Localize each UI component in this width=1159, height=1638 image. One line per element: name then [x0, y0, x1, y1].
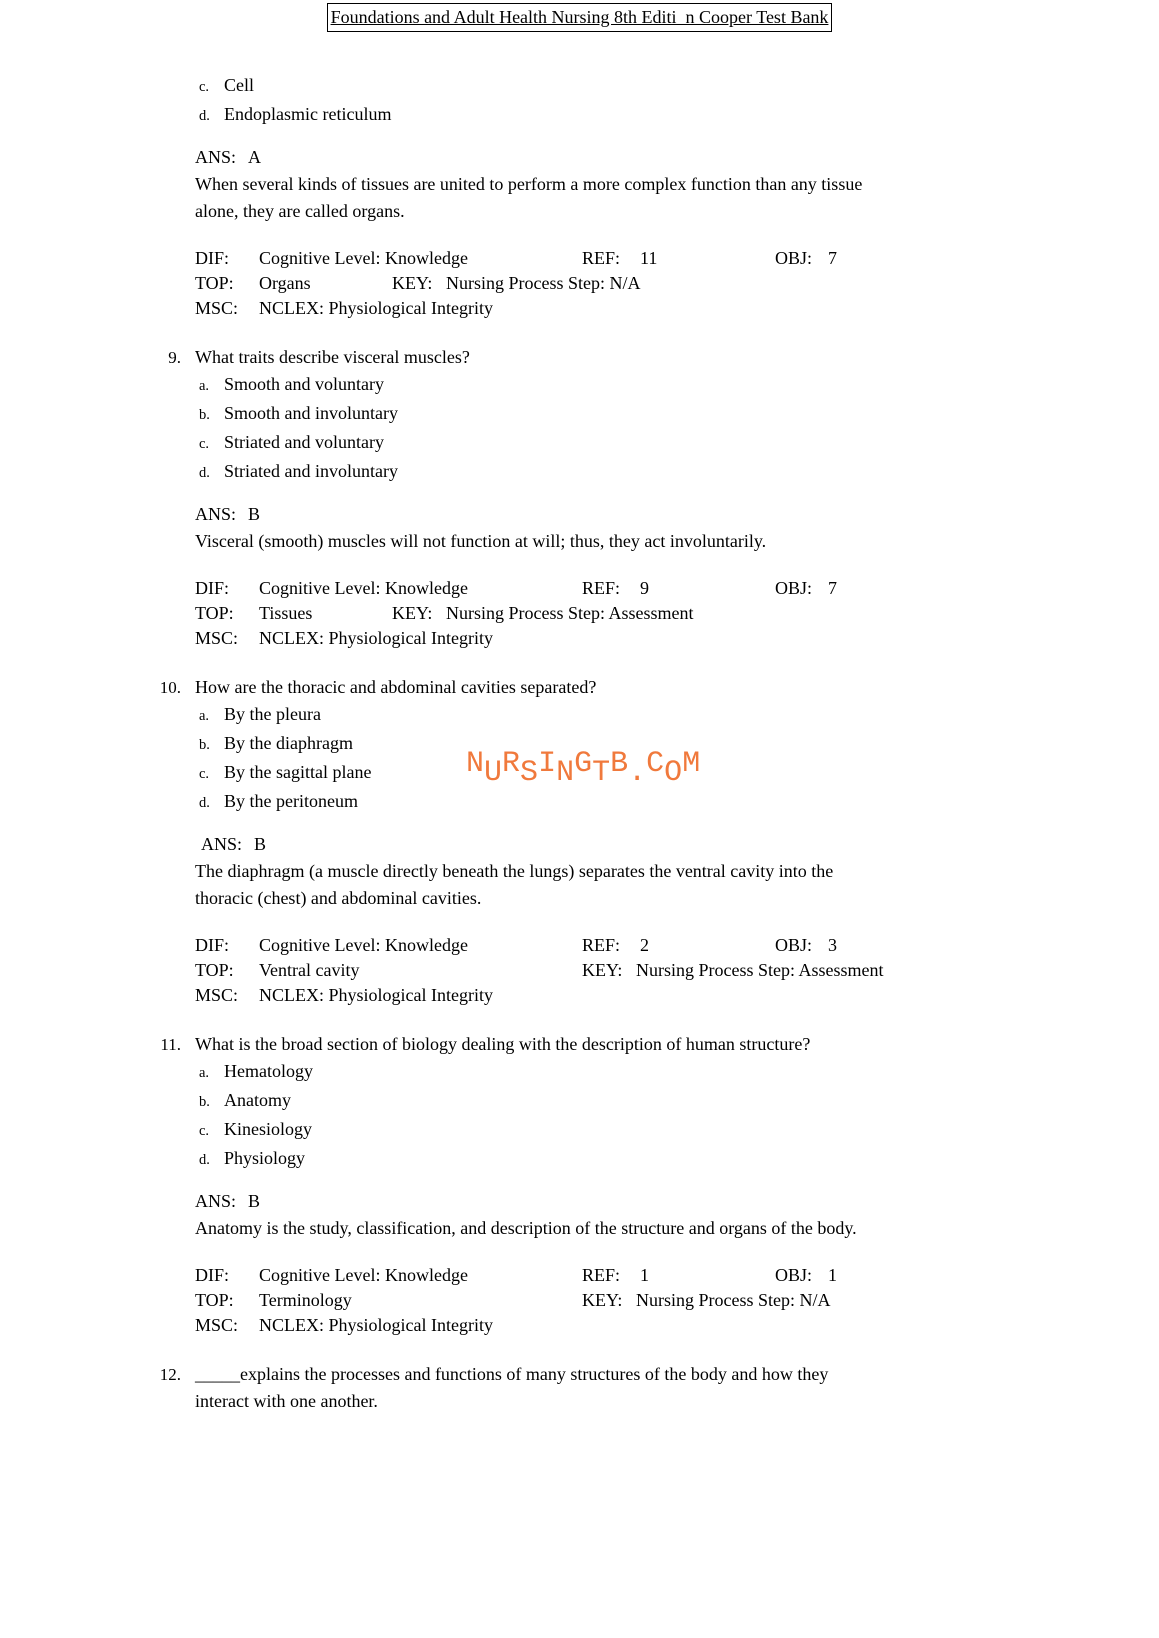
meta-row-dif	[195, 1262, 1041, 1287]
answer-value: A	[248, 147, 262, 167]
option-label: b.	[199, 407, 210, 423]
ref-value: 9	[640, 578, 649, 598]
meta-row-msc	[195, 982, 1041, 1007]
option-label: a.	[199, 378, 210, 394]
option-text: Smooth and voluntary	[224, 374, 384, 394]
meta-block	[195, 575, 1041, 650]
option-row	[195, 458, 1041, 487]
option-label: d.	[199, 108, 210, 124]
answer-line	[195, 1188, 1041, 1215]
answer-value: B	[248, 504, 261, 524]
rationale-line: When several kinds of tissues are united to perform a more complex function than any tissue	[195, 174, 863, 194]
option-text: By the sagittal plane	[224, 762, 372, 782]
option-row	[195, 400, 1041, 429]
top-label: TOP:	[195, 1290, 234, 1310]
key-value: Nursing Process Step: Assessment	[446, 603, 694, 623]
option-label: b.	[199, 1094, 210, 1110]
key-label: KEY:	[582, 1290, 623, 1310]
obj-value: 7	[828, 248, 837, 268]
option-text: Smooth and involuntary	[224, 403, 398, 423]
option-text: Physiology	[224, 1148, 306, 1168]
answer-label: ANS:	[201, 834, 243, 854]
option-text: Endoplasmic reticulum	[224, 104, 392, 124]
option-text: By the peritoneum	[224, 791, 358, 811]
option-label: c.	[199, 436, 210, 452]
option-text: Striated and voluntary	[224, 432, 384, 452]
watermark-letter: N	[556, 756, 575, 790]
watermark-letter: B	[610, 747, 629, 781]
rationale-line: Anatomy is the study, classification, and description of the structure and organs of the body.	[195, 1218, 857, 1238]
answer-block	[195, 831, 1041, 912]
answer-line	[201, 831, 1041, 858]
option-row	[195, 1087, 1041, 1116]
option-row	[195, 72, 1041, 101]
meta-block	[195, 932, 1041, 1007]
obj-label: OBJ:	[775, 935, 813, 955]
document-body	[0, 32, 1159, 1415]
option-text: Cell	[224, 75, 254, 95]
msc-value: NCLEX: Physiological Integrity	[259, 298, 493, 318]
msc-label: MSC:	[195, 298, 239, 318]
meta-block	[195, 1262, 1041, 1337]
obj-label: OBJ:	[775, 1265, 813, 1285]
meta-row-top	[195, 600, 1041, 625]
option-label: c.	[199, 79, 210, 95]
question-block-12	[135, 1361, 1159, 1415]
key-label: KEY:	[392, 273, 433, 293]
msc-value: NCLEX: Physiological Integrity	[259, 1315, 493, 1335]
option-label: d.	[199, 795, 210, 811]
msc-label: MSC:	[195, 1315, 239, 1335]
ref-value: 2	[640, 935, 649, 955]
ref-value: 11	[640, 248, 658, 268]
answer-block	[195, 501, 1041, 555]
option-row	[195, 701, 1041, 730]
key-value: Nursing Process Step: N/A	[636, 1290, 831, 1310]
rationale	[195, 1215, 1041, 1242]
option-row	[195, 1116, 1041, 1145]
ref-label: REF:	[582, 248, 621, 268]
option-row	[195, 429, 1041, 458]
dif-label: DIF:	[195, 1265, 230, 1285]
meta-row-top	[195, 1287, 1041, 1312]
answer-line	[195, 501, 1041, 528]
question-text: How are the thoracic and abdominal cavities separated?	[195, 677, 597, 697]
question-block-11	[135, 1031, 1159, 1337]
answer-label: ANS:	[195, 147, 237, 167]
meta-block	[195, 245, 1041, 320]
option-row	[195, 1058, 1041, 1087]
dif-label: DIF:	[195, 935, 230, 955]
answer-value: B	[254, 834, 267, 854]
obj-value: 7	[828, 578, 837, 598]
dif-label: DIF:	[195, 578, 230, 598]
obj-value: 3	[828, 935, 837, 955]
msc-value: NCLEX: Physiological Integrity	[259, 985, 493, 1005]
obj-label: OBJ:	[775, 578, 813, 598]
meta-row-top	[195, 270, 1041, 295]
msc-value: NCLEX: Physiological Integrity	[259, 628, 493, 648]
key-value: Nursing Process Step: N/A	[446, 273, 641, 293]
rationale	[195, 171, 1041, 225]
dif-value: Cognitive Level: Knowledge	[259, 578, 468, 598]
dif-value: Cognitive Level: Knowledge	[259, 935, 468, 955]
watermark-letter: U	[484, 756, 503, 790]
meta-row-dif	[195, 575, 1041, 600]
ref-label: REF:	[582, 1265, 621, 1285]
question-text: What is the broad section of biology dealing with the description of human structure?	[195, 1034, 811, 1054]
header-title: Foundations and Adult Health Nursing 8th Editi n Cooper Test Bank	[330, 7, 829, 27]
top-label: TOP:	[195, 603, 234, 623]
question-number: 10.	[159, 678, 181, 697]
ref-label: REF:	[582, 578, 621, 598]
option-text: Striated and involuntary	[224, 461, 398, 481]
option-label: d.	[199, 1152, 210, 1168]
meta-row-msc	[195, 625, 1041, 650]
rationale-line: The diaphragm (a muscle directly beneath the lungs) separates the ventral cavity into the	[195, 861, 834, 881]
rationale	[195, 858, 1041, 912]
nursingtb-watermark	[466, 747, 701, 790]
question-text: What traits describe visceral muscles?	[195, 347, 470, 367]
option-text: Hematology	[224, 1061, 313, 1081]
watermark-letter: G	[574, 747, 593, 781]
option-label: c.	[199, 766, 210, 782]
msc-label: MSC:	[195, 628, 239, 648]
top-value: Tissues	[259, 603, 313, 623]
watermark-letter: N	[466, 747, 485, 781]
watermark-letter: R	[502, 747, 521, 781]
answer-block	[195, 144, 1041, 225]
answer-label: ANS:	[195, 504, 237, 524]
question-text-line: interact with one another.	[195, 1391, 378, 1411]
option-label: a.	[199, 1065, 210, 1081]
ref-value: 1	[640, 1265, 649, 1285]
meta-row-msc	[195, 295, 1041, 320]
page-header	[0, 0, 1159, 32]
dif-value: Cognitive Level: Knowledge	[259, 248, 468, 268]
question-block-10	[135, 674, 1159, 1007]
answer-label: ANS:	[195, 1191, 237, 1211]
top-value: Ventral cavity	[259, 960, 360, 980]
question-block-9	[135, 344, 1159, 650]
rationale-line: thoracic (chest) and abdominal cavities.	[195, 888, 482, 908]
dif-value: Cognitive Level: Knowledge	[259, 1265, 468, 1285]
answer-block	[195, 1188, 1041, 1242]
rationale-line: Visceral (smooth) muscles will not function at will; thus, they act involuntarily.	[195, 531, 767, 551]
watermark-letter: I	[538, 747, 557, 781]
answer-value: B	[248, 1191, 261, 1211]
option-row	[195, 101, 1041, 130]
option-text: By the pleura	[224, 704, 321, 724]
question-number: 9.	[168, 348, 181, 367]
meta-row-dif	[195, 245, 1041, 270]
top-value: Organs	[259, 273, 311, 293]
option-label: d.	[199, 465, 210, 481]
watermark-letter: M	[682, 747, 701, 781]
question-number: 12.	[159, 1365, 181, 1384]
key-label: KEY:	[392, 603, 433, 623]
obj-value: 1	[828, 1265, 837, 1285]
option-text: Kinesiology	[224, 1119, 312, 1139]
option-text: Anatomy	[224, 1090, 291, 1110]
key-label: KEY:	[582, 960, 623, 980]
option-label: b.	[199, 737, 210, 753]
option-label: a.	[199, 708, 210, 724]
meta-row-top	[195, 957, 1041, 982]
option-label: c.	[199, 1123, 210, 1139]
watermark-letter: O	[664, 756, 683, 790]
watermark-letter: C	[646, 747, 665, 781]
question-text-line: _____explains the processes and functions of many structures of the body and how they	[195, 1364, 829, 1384]
ref-label: REF:	[582, 935, 621, 955]
msc-label: MSC:	[195, 985, 239, 1005]
watermark-letter: .	[628, 756, 647, 790]
obj-label: OBJ:	[775, 248, 813, 268]
question-number: 11.	[160, 1035, 181, 1054]
meta-row-dif	[195, 932, 1041, 957]
watermark-letter: S	[520, 756, 539, 790]
dif-label: DIF:	[195, 248, 230, 268]
option-text: By the diaphragm	[224, 733, 353, 753]
option-row	[195, 788, 1041, 817]
answer-line	[195, 144, 1041, 171]
top-value: Terminology	[259, 1290, 352, 1310]
rationale	[195, 528, 1041, 555]
top-label: TOP:	[195, 960, 234, 980]
top-label: TOP:	[195, 273, 234, 293]
option-row	[195, 371, 1041, 400]
key-value: Nursing Process Step: Assessment	[636, 960, 884, 980]
meta-row-msc	[195, 1312, 1041, 1337]
rationale-line: alone, they are called organs.	[195, 201, 405, 221]
question-block-continuation	[135, 72, 1159, 320]
option-row	[195, 1145, 1041, 1174]
watermark-letter: T	[592, 756, 611, 790]
header-box	[327, 3, 833, 32]
